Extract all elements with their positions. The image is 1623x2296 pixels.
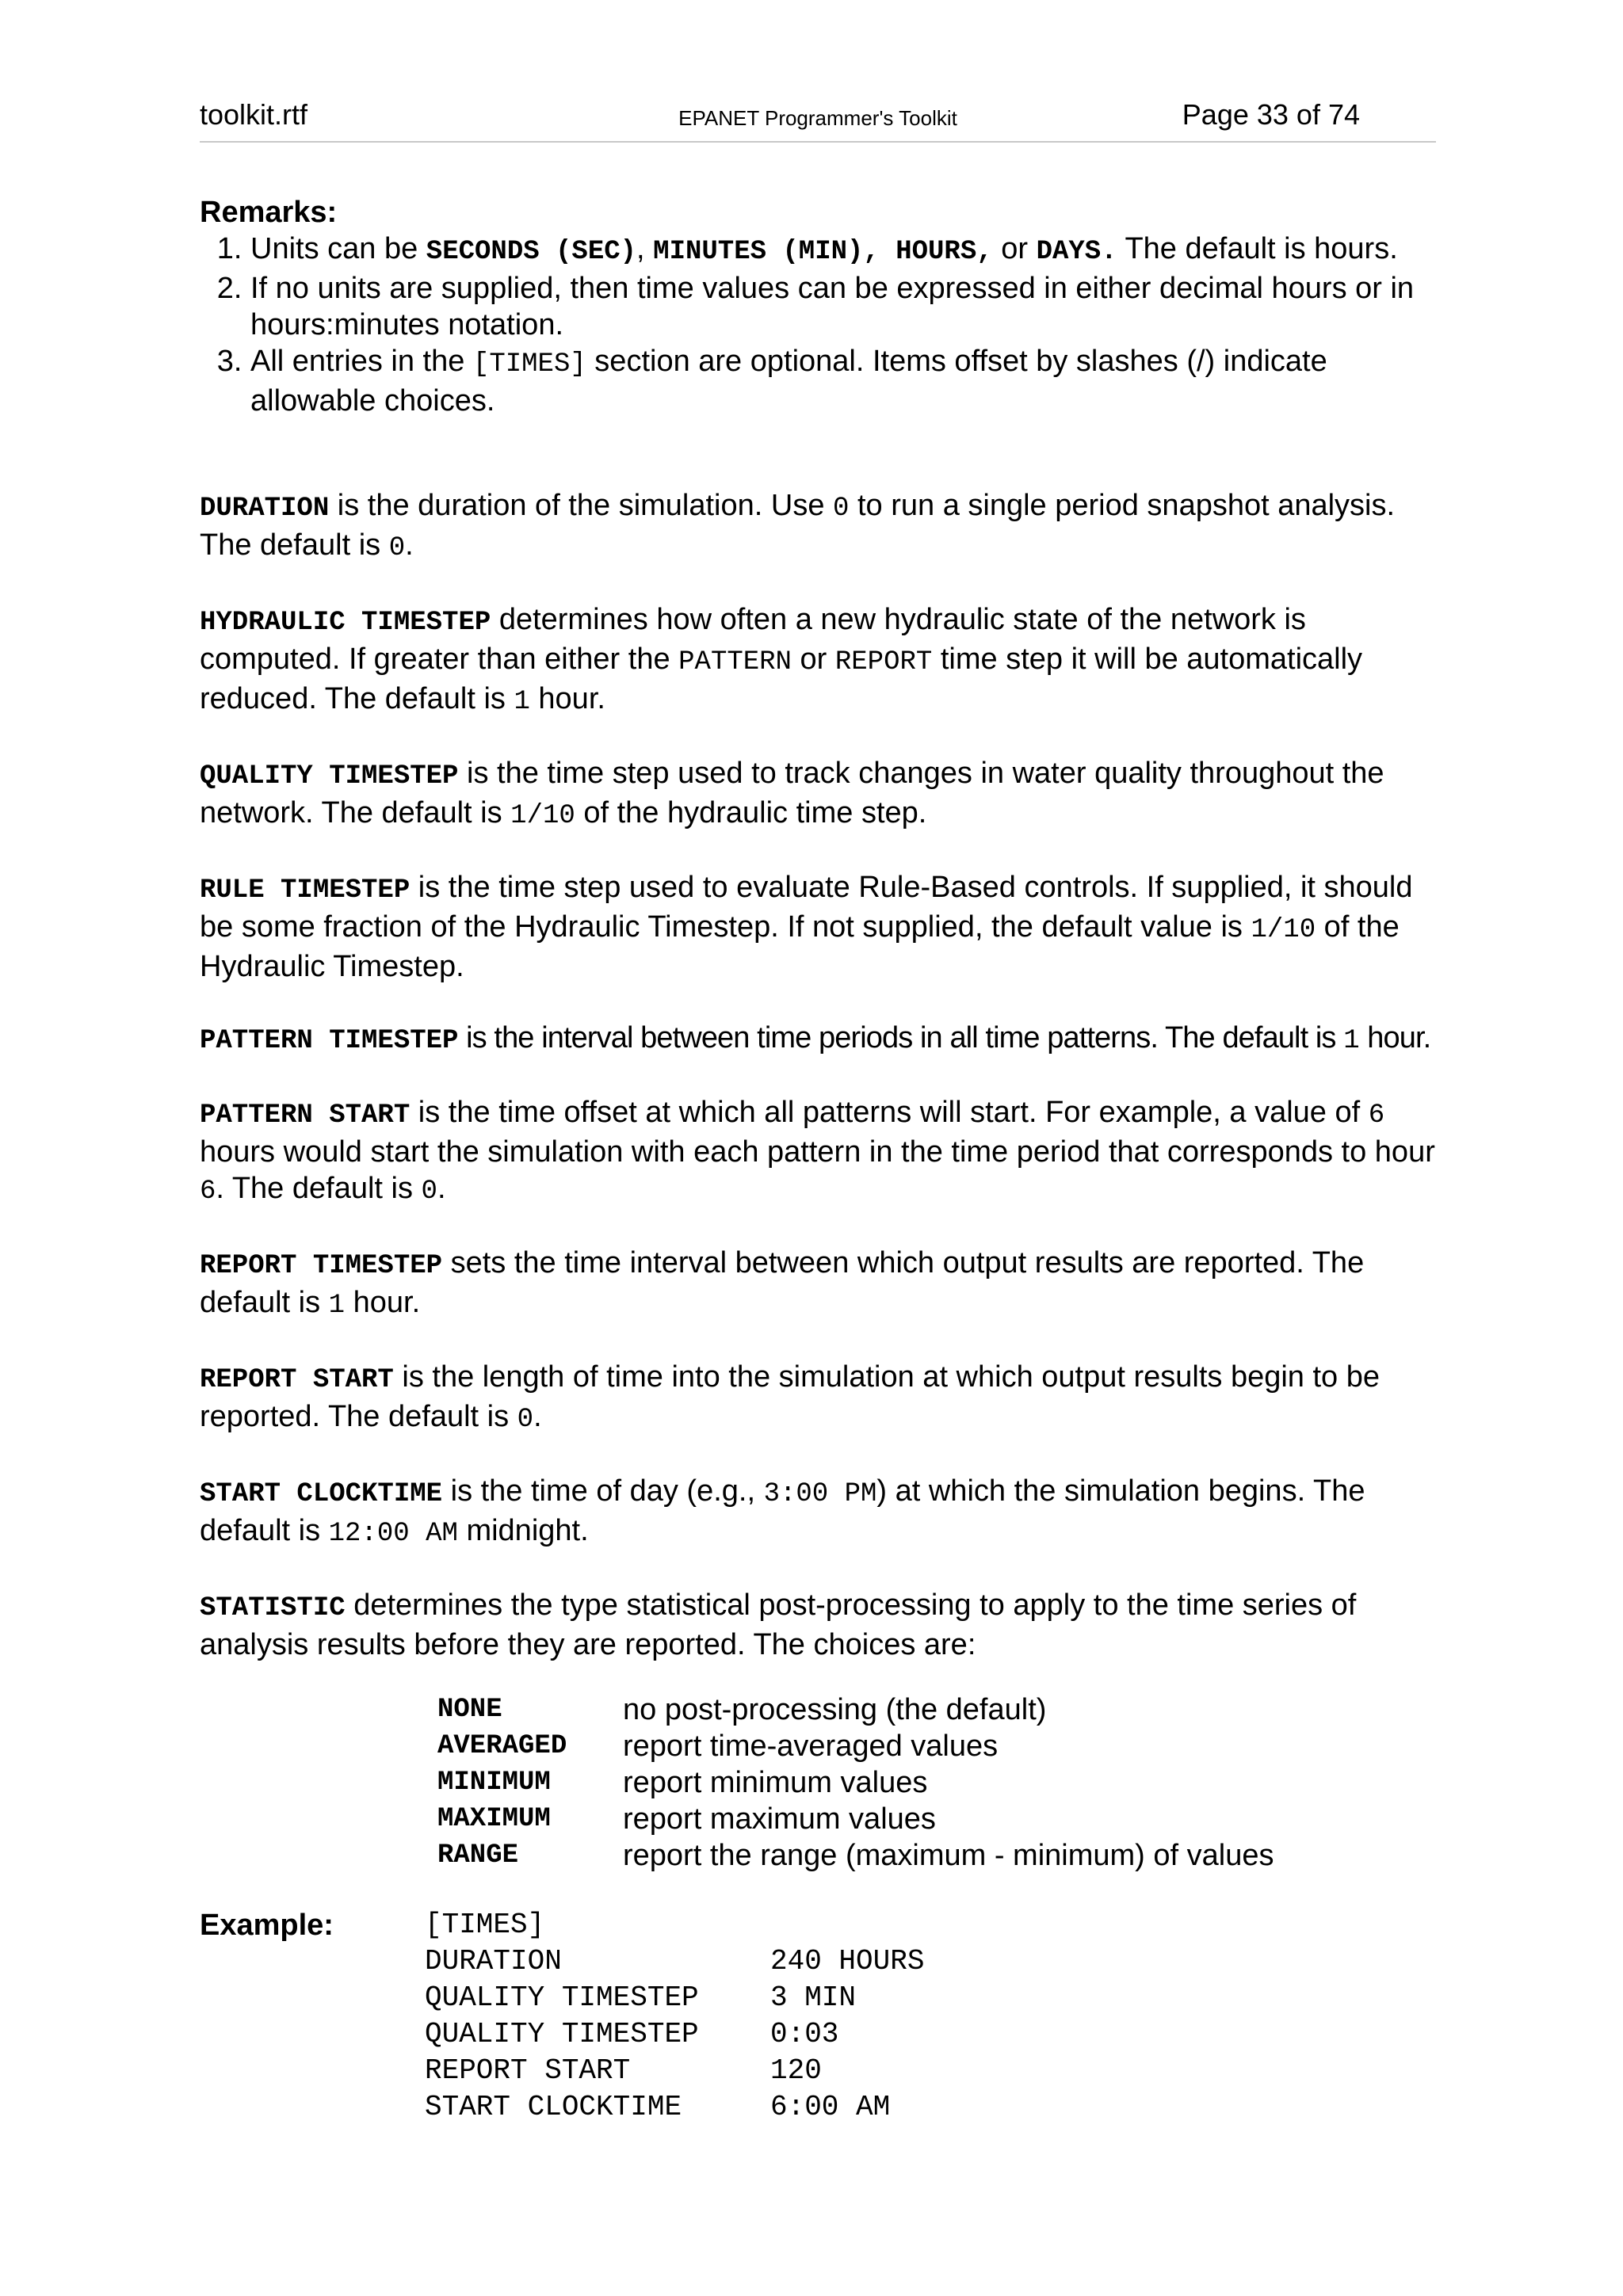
remark-text: All entries in the xyxy=(250,345,473,378)
choice-keyword: NONE xyxy=(437,1695,502,1725)
param-keyword: QUALITY TIMESTEP xyxy=(200,761,459,791)
code-text: 1 xyxy=(328,1291,346,1321)
code-text: [TIMES] xyxy=(472,349,586,379)
param-text: is the time offset at which all patterns will start. For example, a value of xyxy=(410,1096,1369,1129)
choice-keyword: MINIMUM xyxy=(437,1768,551,1798)
table-row xyxy=(437,1728,1274,1764)
table-row xyxy=(437,1837,1274,1874)
code-value: 120 xyxy=(770,2054,822,2087)
param-text: ) at which the simulation begins. The default is xyxy=(200,1474,1365,1547)
header-filename: toolkit.rtf xyxy=(200,98,308,131)
header-title: EPANET Programmer's Toolkit xyxy=(678,106,957,130)
code-text: 6 xyxy=(1368,1100,1385,1131)
code-text: 1/10 xyxy=(1251,915,1316,945)
choice-description: report minimum values xyxy=(623,1766,928,1799)
parameter-descriptions xyxy=(200,487,1452,1663)
param-text: is the interval between time periods in all time patterns. The default is xyxy=(458,1021,1344,1055)
param-report-timestep xyxy=(200,1245,1452,1324)
param-pattern-timestep xyxy=(200,1020,1452,1059)
remark-item: 2. If no units are supplied, then time values can be expressed in either decimal hours or in hours:minutes notation. xyxy=(250,270,1452,343)
param-text: is the time step used to track changes in water quality throughout the network. The default is xyxy=(200,757,1384,830)
code-key: QUALITY TIMESTEP xyxy=(425,1981,699,2014)
statistic-choices-table xyxy=(437,1691,1274,1874)
remark-item xyxy=(250,343,1452,419)
choice-description: report the range (maximum - minimum) of values xyxy=(623,1839,1274,1872)
param-text: is the time step used to evaluate Rule-Based controls. If supplied, it should be some fraction of the Hydraulic Timestep. If not supplied, the default value is xyxy=(200,871,1413,944)
example-section xyxy=(200,1907,1452,2126)
choice-description: report time-averaged values xyxy=(623,1730,999,1763)
param-text: . The default is xyxy=(216,1172,422,1205)
param-text: determines how often a new hydraulic state of the network is computed. If greater than either the xyxy=(200,603,1306,676)
param-text: time step it will be automatically reduced. The default is xyxy=(200,643,1363,715)
remark-text: , xyxy=(636,232,654,265)
param-keyword: DURATION xyxy=(200,494,330,524)
param-pattern-start xyxy=(200,1094,1452,1210)
choice-keyword: MAXIMUM xyxy=(437,1804,551,1834)
param-text: or xyxy=(791,643,835,676)
code-text: 1 xyxy=(514,687,530,717)
param-start-clocktime xyxy=(200,1473,1452,1552)
param-keyword: REPORT TIMESTEP xyxy=(200,1251,443,1281)
remark-text: Units can be xyxy=(250,232,426,265)
choice-keyword: RANGE xyxy=(437,1840,519,1871)
example-heading: Example: xyxy=(200,1909,334,1942)
remark-text: The default is hours. xyxy=(1117,232,1398,265)
code-value: 6:00 AM xyxy=(770,2091,891,2123)
code-text: 0 xyxy=(388,533,406,563)
code-key: REPORT START xyxy=(425,2054,631,2087)
param-text: determines the type statistical post-processing to apply to the time series of analysis results before they are reported. The choices are: xyxy=(200,1589,1357,1661)
code-line xyxy=(425,2016,924,2053)
param-keyword: PATTERN START xyxy=(200,1100,411,1131)
code-text: PATTERN xyxy=(678,647,792,677)
remarks-heading: Remarks: xyxy=(200,196,338,229)
keyword: SECONDS (SEC) xyxy=(426,237,637,267)
code-key: QUALITY TIMESTEP xyxy=(425,2018,699,2050)
code-line xyxy=(425,2089,924,2126)
param-keyword: REPORT START xyxy=(200,1365,394,1395)
param-hydraulic-timestep xyxy=(200,601,1452,720)
keyword: MINUTES (MIN), HOURS, xyxy=(653,237,993,267)
table-row xyxy=(437,1691,1274,1728)
param-text: of the hydraulic time step. xyxy=(575,796,927,830)
code-text: 6 xyxy=(200,1177,216,1207)
param-text: is the length of time into the simulation at which output results begin to be reported. The default is xyxy=(200,1360,1381,1433)
choice-description: report maximum values xyxy=(623,1802,936,1836)
choice-description: no post-processing (the default) xyxy=(623,1693,1047,1726)
code-text: 3:00 PM xyxy=(763,1479,877,1509)
param-duration xyxy=(200,487,1452,566)
code-line xyxy=(425,1980,924,2016)
param-text: hour. xyxy=(529,682,605,715)
remarks-list xyxy=(200,231,1452,419)
remark-item xyxy=(250,231,1452,270)
table-row xyxy=(437,1801,1274,1837)
param-keyword: STATISTIC xyxy=(200,1593,346,1623)
page-header xyxy=(200,93,1436,143)
remark-text: section are optional. Items offset by slashes (/) indicate allowable choices. xyxy=(250,345,1327,418)
param-text: midnight. xyxy=(457,1514,589,1547)
code-value xyxy=(770,1907,924,1943)
param-quality-timestep xyxy=(200,755,1452,834)
code-key: [TIMES] xyxy=(425,1909,545,1941)
param-text: . xyxy=(533,1400,542,1433)
page-content xyxy=(200,194,1452,2126)
code-line xyxy=(425,1943,924,1980)
choice-keyword: AVERAGED xyxy=(437,1731,567,1761)
param-keyword: RULE TIMESTEP xyxy=(200,875,411,906)
code-text: 12:00 AM xyxy=(328,1519,458,1549)
param-text: to run a single period snapshot analysis. The default is xyxy=(200,489,1396,562)
param-text: is the time of day (e.g., xyxy=(442,1474,764,1508)
example-code-block xyxy=(425,1907,924,2126)
code-line xyxy=(425,2053,924,2089)
param-rule-timestep xyxy=(200,869,1452,985)
code-text: 1/10 xyxy=(510,801,575,831)
code-text: 0 xyxy=(517,1405,534,1435)
param-text: is the duration of the simulation. Use xyxy=(329,489,834,522)
code-text: 0 xyxy=(421,1177,437,1207)
code-text: REPORT xyxy=(834,647,933,677)
param-keyword: START CLOCKTIME xyxy=(200,1479,443,1509)
param-text: hours would start the simulation with each pattern in the time period that corresponds to hour xyxy=(200,1135,1435,1169)
header-page-number: Page 33 of 74 xyxy=(1182,98,1360,131)
remark-text: or xyxy=(992,232,1037,265)
code-line xyxy=(425,1907,924,1943)
param-report-start xyxy=(200,1359,1452,1438)
param-keyword: PATTERN TIMESTEP xyxy=(200,1026,459,1056)
param-keyword: HYDRAULIC TIMESTEP xyxy=(200,608,491,638)
keyword: DAYS. xyxy=(1036,237,1117,267)
code-text: 1 xyxy=(1343,1026,1360,1056)
param-statistic xyxy=(200,1587,1452,1663)
code-value: 0:03 xyxy=(770,2018,839,2050)
param-text: hour. xyxy=(345,1286,421,1319)
code-key: START CLOCKTIME xyxy=(425,2091,682,2123)
table-row xyxy=(437,1764,1274,1801)
param-text: sets the time interval between which output results are reported. The default is xyxy=(200,1246,1365,1319)
param-text: hour. xyxy=(1359,1021,1431,1055)
param-text: . xyxy=(405,528,414,562)
param-text: of the Hydraulic Timestep. xyxy=(200,910,1400,983)
code-value: 240 HOURS xyxy=(770,1945,925,1978)
code-text: 0 xyxy=(833,494,850,524)
code-key: DURATION xyxy=(425,1945,562,1978)
param-text: . xyxy=(437,1172,446,1205)
code-value: 3 MIN xyxy=(770,1981,857,2014)
